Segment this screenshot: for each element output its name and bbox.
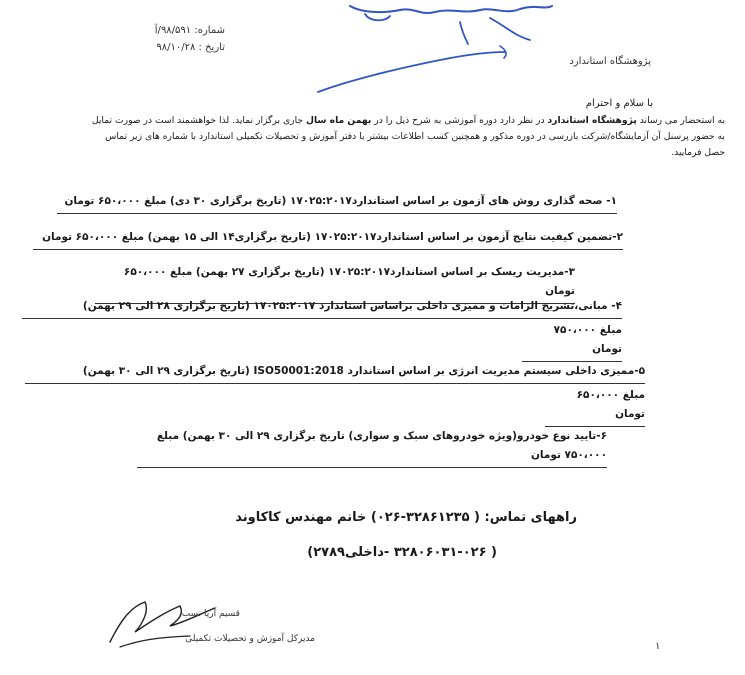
month-bold: بهمن ماه سال (306, 115, 372, 126)
org-bold: پژوهشگاه استاندارد (547, 115, 637, 126)
course-item-4: ۴- مبانی،تشریح الزامات و ممیزی داخلی براساس استاندارد ۱۷۰۲۵:۲۰۱۷ (تاریخ برگزاری ۲۸ الی ۲۹ بهمن) مبلغ ۷۵۰،۰۰۰ تومان (22, 297, 622, 364)
signature-title: مدیرکل آموزش و تحصیلات تکمیلی (185, 634, 315, 644)
handwritten-annotation (290, 0, 590, 95)
contact-line-1: راههای تماس: ( ۳۲۸۶۱۲۳۵-۰۲۶) خانم مهندس کاکاوند (235, 510, 577, 525)
intro-paragraph: به استحضار می رساند پژوهشگاه استاندارد در نظر دارد دوره آموزشی به شرح ذیل را در بهمن ماه سال جاری برگزار نماید. لذا خواهشمند است در صورت تمایل به حضور پرسنل آن آزمایشگاه/شرکت بازرسی در دوره مذکور و همچنین کسب اطلاعات بیشتر با دفتر آموزش و تحصیلات تکمیلی استاندارد با شماره های زیر تماس حصل فرمایید. (91, 115, 725, 158)
letter-date: تاریخ : ۹۸/۱۰/۲۸ (156, 42, 225, 53)
course-item-5: ۵-ممیزی داخلی سیستم مدیریت انرژی بر اساس استاندارد ISO50001:2018 (تاریخ برگزاری ۲۹ الی ۳۰ بهمن) مبلغ ۶۵۰،۰۰۰ تومان (25, 362, 645, 429)
course-item-1: ۱- صحه گذاری روش های آزمون بر اساس استاندارد۱۷۰۲۵:۲۰۱۷ (تاریخ برگزاری ۳۰ دی) مبلغ ۶۵۰،۰۰۰ تومان (57, 192, 617, 216)
organization-name: پژوهشگاه استاندارد (569, 56, 651, 67)
course-item-6: ۶-تایید نوع خودرو(ویژه خودروهای سبک و سواری) تاریخ برگزاری ۲۹ الی ۳۰ بهمن) مبلغ ۷۵۰،۰۰۰ تومان (137, 427, 607, 470)
letter-number: شماره: ۹۸/۵۹۱/آ (154, 25, 225, 36)
contact-line-2: ( ۳۲۸۰۶۰۳۱-۰۲۶ -داخلی۲۷۸۹) (307, 545, 497, 560)
course-item-3: ۳-مدیریت ریسک بر اساس استاندارد۱۷۰۲۵:۲۰۱۷ (تاریخ برگزاری ۲۷ بهمن) مبلغ ۶۵۰،۰۰۰ تومان (95, 263, 575, 306)
page-mark: ۱ (655, 641, 661, 652)
signature-name: قسیم آریا نسب (181, 609, 240, 619)
greeting: با سلام و احترام (585, 98, 653, 109)
course-item-2: ۲-تضمین کیفیت نتایج آزمون بر اساس استاندارد۱۷۰۲۵:۲۰۱۷ (تاریخ برگزاری۱۴ الی ۱۵ بهمن) مبلغ ۶۵۰،۰۰۰ تومان (33, 228, 623, 252)
